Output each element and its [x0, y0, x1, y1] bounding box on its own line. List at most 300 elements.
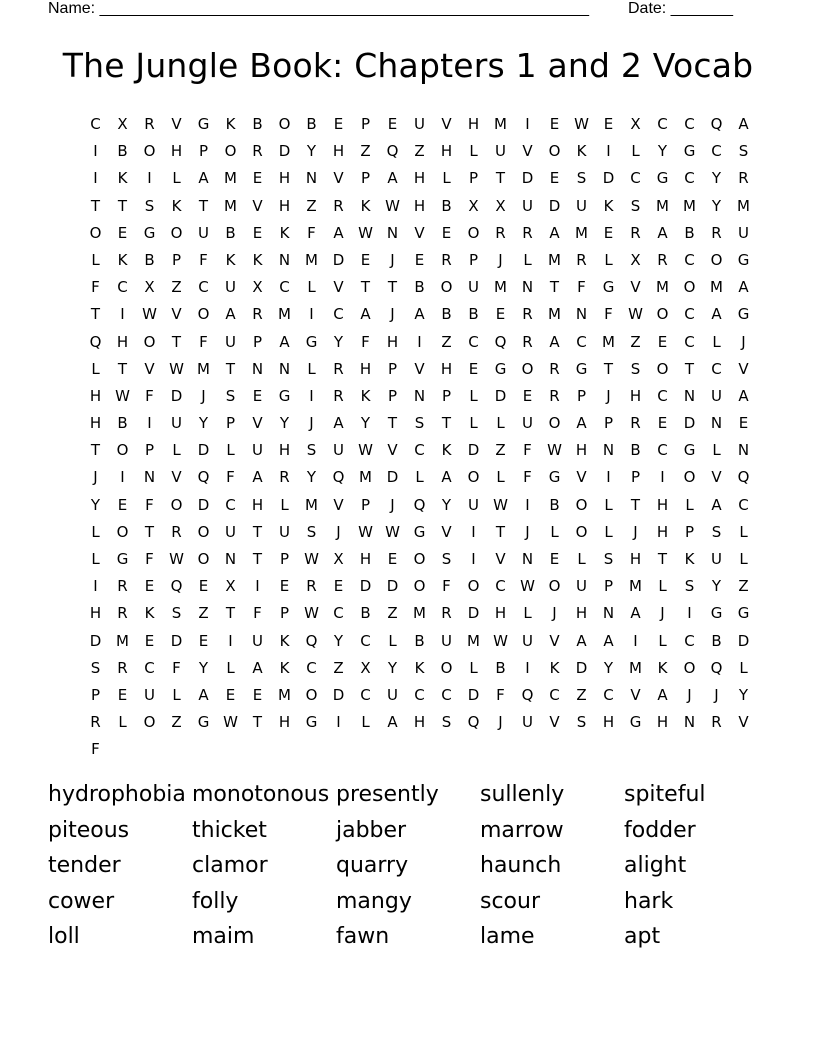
grid-letter[interactable]: I	[606, 142, 611, 161]
grid-letter[interactable]: A	[738, 386, 749, 405]
grid-letter[interactable]: T	[252, 522, 263, 541]
grid-letter[interactable]: B	[225, 223, 236, 242]
grid-letter[interactable]: V	[630, 278, 641, 297]
grid-letter[interactable]: H	[440, 359, 453, 378]
grid-letter[interactable]: A	[360, 305, 371, 324]
grid-letter[interactable]: P	[360, 169, 371, 188]
grid-letter[interactable]: U	[711, 386, 722, 405]
grid-letter[interactable]: W	[142, 305, 157, 324]
grid-letter[interactable]: A	[198, 169, 209, 188]
grid-letter[interactable]: V	[387, 441, 398, 460]
grid-letter[interactable]: O	[278, 115, 291, 133]
grid-letter[interactable]: S	[441, 713, 452, 732]
grid-letter[interactable]: S	[630, 196, 641, 215]
grid-letter[interactable]: I	[525, 115, 530, 133]
grid-letter[interactable]: U	[576, 577, 587, 596]
grid-letter[interactable]: V	[576, 468, 587, 487]
grid-letter[interactable]: L	[172, 169, 181, 188]
grid-letter[interactable]: N	[521, 278, 534, 297]
grid-letter[interactable]: O	[575, 495, 588, 514]
grid-letter[interactable]: C	[684, 305, 695, 324]
grid-letter[interactable]: Y	[333, 332, 344, 351]
grid-letter[interactable]: E	[333, 115, 344, 133]
grid-letter[interactable]: K	[279, 658, 290, 677]
grid-letter[interactable]: I	[525, 495, 530, 514]
grid-letter[interactable]: X	[495, 196, 506, 215]
grid-letter[interactable]: G	[602, 278, 615, 297]
grid-letter[interactable]: D	[467, 604, 480, 623]
grid-letter[interactable]: Q	[89, 332, 102, 351]
grid-letter[interactable]: T	[117, 196, 128, 215]
grid-letter[interactable]: O	[440, 278, 453, 297]
grid-letter[interactable]: P	[387, 359, 398, 378]
grid-letter[interactable]: E	[387, 115, 398, 133]
grid-letter[interactable]: F	[226, 468, 235, 487]
grid-letter[interactable]: R	[117, 658, 128, 677]
grid-letter[interactable]: E	[360, 250, 371, 269]
grid-letter[interactable]: D	[278, 142, 291, 161]
grid-letter[interactable]: I	[309, 305, 314, 324]
grid-letter[interactable]: K	[684, 550, 695, 568]
grid-letter[interactable]: M	[278, 685, 291, 704]
grid-letter[interactable]: N	[143, 468, 156, 487]
grid-letter[interactable]: U	[144, 685, 155, 704]
grid-letter[interactable]: B	[468, 305, 479, 324]
grid-letter[interactable]: P	[684, 522, 695, 541]
grid-letter[interactable]: L	[91, 550, 100, 568]
grid-letter[interactable]: B	[144, 250, 155, 269]
grid-letter[interactable]: I	[336, 713, 341, 732]
grid-letter[interactable]: U	[252, 631, 263, 650]
grid-letter[interactable]: V	[630, 685, 641, 704]
grid-letter[interactable]: M	[683, 196, 696, 215]
grid-letter[interactable]: H	[89, 414, 102, 433]
grid-letter[interactable]: M	[224, 169, 237, 188]
grid-letter[interactable]: C	[333, 604, 344, 623]
grid-letter[interactable]: W	[574, 115, 589, 133]
grid-letter[interactable]: K	[549, 658, 560, 677]
grid-letter[interactable]: F	[442, 577, 451, 596]
grid-letter[interactable]: K	[576, 142, 587, 161]
grid-letter[interactable]: W	[385, 196, 400, 215]
grid-letter[interactable]: L	[469, 386, 478, 405]
grid-letter[interactable]: V	[333, 169, 344, 188]
grid-letter[interactable]: L	[388, 631, 397, 650]
grid-letter[interactable]: H	[413, 196, 426, 215]
grid-letter[interactable]: Z	[495, 441, 506, 460]
grid-letter[interactable]: W	[628, 305, 643, 324]
grid-letter[interactable]: R	[711, 713, 722, 732]
grid-letter[interactable]: G	[629, 713, 642, 732]
grid-letter[interactable]: M	[116, 631, 129, 650]
grid-letter[interactable]: A	[198, 685, 209, 704]
grid-letter[interactable]: J	[390, 495, 395, 514]
grid-letter[interactable]: R	[576, 250, 587, 269]
grid-letter[interactable]: Y	[306, 468, 317, 487]
grid-letter[interactable]: X	[225, 577, 236, 596]
grid-letter[interactable]: G	[683, 142, 696, 161]
grid-letter[interactable]: R	[441, 250, 452, 269]
grid-letter[interactable]: C	[684, 115, 695, 133]
grid-letter[interactable]: F	[604, 305, 613, 324]
grid-letter[interactable]: O	[116, 441, 129, 460]
grid-letter[interactable]: H	[413, 713, 426, 732]
grid-letter[interactable]: T	[360, 278, 371, 297]
grid-letter[interactable]: L	[631, 142, 640, 161]
grid-letter[interactable]: W	[304, 550, 319, 568]
grid-letter[interactable]: E	[603, 223, 614, 242]
grid-letter[interactable]: K	[360, 196, 371, 215]
grid-letter[interactable]: L	[523, 250, 532, 269]
grid-letter[interactable]: E	[657, 414, 668, 433]
grid-letter[interactable]: H	[467, 115, 480, 133]
grid-letter[interactable]: Q	[170, 577, 183, 596]
grid-letter[interactable]: M	[656, 278, 669, 297]
grid-letter[interactable]: C	[657, 115, 668, 133]
grid-letter[interactable]: B	[495, 658, 506, 677]
grid-letter[interactable]: L	[172, 685, 181, 704]
grid-letter[interactable]: T	[225, 604, 236, 623]
grid-letter[interactable]: P	[171, 250, 182, 269]
grid-letter[interactable]: G	[305, 332, 318, 351]
grid-letter[interactable]: S	[630, 359, 641, 378]
grid-letter[interactable]: H	[494, 604, 507, 623]
grid-letter[interactable]: B	[414, 631, 425, 650]
grid-letter[interactable]: N	[521, 550, 534, 568]
grid-letter[interactable]: M	[575, 223, 588, 242]
grid-letter[interactable]: K	[657, 658, 668, 677]
grid-letter[interactable]: E	[198, 577, 209, 596]
grid-letter[interactable]: H	[602, 713, 615, 732]
grid-letter[interactable]: B	[306, 115, 317, 133]
grid-letter[interactable]: E	[198, 631, 209, 650]
grid-letter[interactable]: E	[549, 169, 560, 188]
grid-letter[interactable]: P	[198, 142, 209, 161]
grid-letter[interactable]: E	[117, 495, 128, 514]
grid-letter[interactable]: U	[711, 550, 722, 568]
grid-letter[interactable]: O	[710, 250, 723, 269]
grid-letter[interactable]: N	[710, 414, 723, 433]
grid-letter[interactable]: B	[711, 631, 722, 650]
grid-letter[interactable]: L	[523, 604, 532, 623]
grid-letter[interactable]: H	[440, 142, 453, 161]
grid-letter[interactable]: Q	[710, 115, 723, 133]
grid-letter[interactable]: E	[144, 577, 155, 596]
grid-letter[interactable]: T	[549, 278, 560, 297]
grid-letter[interactable]: A	[738, 278, 749, 297]
grid-letter[interactable]: D	[197, 495, 210, 514]
grid-letter[interactable]: L	[658, 577, 667, 596]
grid-letter[interactable]: H	[359, 550, 372, 568]
grid-letter[interactable]: A	[225, 305, 236, 324]
name-field[interactable]: Name: _______________________________________________________	[48, 0, 589, 17]
grid-letter[interactable]: B	[360, 604, 371, 623]
grid-letter[interactable]: Z	[171, 713, 182, 732]
grid-letter[interactable]: R	[630, 223, 641, 242]
grid-letter[interactable]: Q	[386, 142, 399, 161]
grid-letter[interactable]: R	[630, 414, 641, 433]
grid-letter[interactable]: H	[251, 495, 264, 514]
grid-letter[interactable]: B	[441, 196, 452, 215]
grid-letter[interactable]: U	[171, 414, 182, 433]
grid-letter[interactable]: Q	[494, 332, 507, 351]
grid-letter[interactable]: W	[223, 713, 238, 732]
grid-letter[interactable]: S	[144, 196, 155, 215]
grid-letter[interactable]: M	[602, 332, 615, 351]
grid-letter[interactable]: S	[306, 522, 317, 541]
grid-letter[interactable]: O	[413, 550, 426, 568]
grid-letter[interactable]: T	[117, 359, 128, 378]
grid-letter[interactable]: E	[522, 386, 533, 405]
grid-letter[interactable]: G	[656, 169, 669, 188]
grid-letter[interactable]: Y	[603, 658, 614, 677]
grid-letter[interactable]: G	[737, 305, 750, 324]
grid-letter[interactable]: K	[279, 223, 290, 242]
grid-letter[interactable]: P	[387, 386, 398, 405]
grid-letter[interactable]: L	[685, 495, 694, 514]
grid-letter[interactable]: E	[279, 577, 290, 596]
grid-letter[interactable]: E	[549, 115, 560, 133]
grid-letter[interactable]: R	[711, 223, 722, 242]
grid-letter[interactable]: K	[441, 441, 452, 460]
grid-letter[interactable]: C	[603, 685, 614, 704]
grid-letter[interactable]: X	[630, 115, 641, 133]
grid-letter[interactable]: E	[657, 332, 668, 351]
grid-letter[interactable]: D	[386, 468, 399, 487]
grid-letter[interactable]: T	[90, 441, 101, 460]
grid-letter[interactable]: U	[333, 441, 344, 460]
grid-letter[interactable]: H	[575, 441, 588, 460]
grid-letter[interactable]: R	[441, 604, 452, 623]
grid-letter[interactable]: I	[471, 550, 476, 568]
grid-letter[interactable]: Y	[198, 414, 209, 433]
grid-letter[interactable]: O	[548, 142, 561, 161]
grid-letter[interactable]: U	[522, 713, 533, 732]
grid-letter[interactable]: V	[441, 115, 452, 133]
grid-letter[interactable]: C	[144, 658, 155, 677]
grid-letter[interactable]: G	[548, 468, 561, 487]
grid-letter[interactable]: P	[603, 414, 614, 433]
grid-letter[interactable]: C	[711, 142, 722, 161]
grid-letter[interactable]: N	[278, 250, 291, 269]
grid-letter[interactable]: P	[468, 250, 479, 269]
grid-letter[interactable]: O	[440, 658, 453, 677]
grid-letter[interactable]: L	[712, 332, 721, 351]
grid-letter[interactable]: C	[333, 305, 344, 324]
grid-letter[interactable]: U	[468, 278, 479, 297]
grid-letter[interactable]: A	[279, 332, 290, 351]
grid-letter[interactable]: A	[441, 468, 452, 487]
grid-letter[interactable]: X	[468, 196, 479, 215]
grid-letter[interactable]: L	[604, 495, 613, 514]
grid-letter[interactable]: K	[252, 250, 263, 269]
grid-letter[interactable]: B	[549, 495, 560, 514]
grid-letter[interactable]: B	[441, 305, 452, 324]
grid-letter[interactable]: C	[657, 386, 668, 405]
grid-letter[interactable]: T	[90, 305, 101, 324]
grid-letter[interactable]: G	[737, 604, 750, 623]
grid-letter[interactable]: C	[684, 332, 695, 351]
grid-letter[interactable]: V	[414, 223, 425, 242]
grid-letter[interactable]: E	[387, 550, 398, 568]
grid-letter[interactable]: V	[414, 359, 425, 378]
grid-letter[interactable]: D	[467, 685, 480, 704]
grid-letter[interactable]: H	[170, 142, 183, 161]
grid-letter[interactable]: T	[441, 414, 452, 433]
grid-letter[interactable]: P	[252, 332, 263, 351]
grid-letter[interactable]: N	[602, 604, 615, 623]
grid-letter[interactable]: Z	[738, 577, 749, 596]
grid-letter[interactable]: E	[414, 250, 425, 269]
grid-letter[interactable]: O	[89, 223, 102, 242]
grid-letter[interactable]: T	[387, 414, 398, 433]
grid-letter[interactable]: N	[737, 441, 750, 460]
grid-letter[interactable]: M	[656, 196, 669, 215]
grid-letter[interactable]: Y	[441, 495, 452, 514]
grid-letter[interactable]: J	[336, 522, 341, 541]
grid-letter[interactable]: Z	[360, 142, 371, 161]
grid-letter[interactable]: M	[494, 115, 507, 133]
grid-letter[interactable]: S	[603, 550, 614, 568]
grid-letter[interactable]: R	[171, 522, 182, 541]
grid-letter[interactable]: W	[493, 495, 508, 514]
grid-letter[interactable]: L	[658, 631, 667, 650]
grid-letter[interactable]: Y	[711, 577, 722, 596]
grid-letter[interactable]: F	[199, 250, 208, 269]
grid-letter[interactable]: G	[143, 223, 156, 242]
grid-letter[interactable]: D	[683, 414, 696, 433]
grid-letter[interactable]: L	[91, 359, 100, 378]
grid-letter[interactable]: R	[333, 359, 344, 378]
grid-letter[interactable]: J	[606, 386, 611, 405]
grid-letter[interactable]: M	[305, 250, 318, 269]
grid-letter[interactable]: R	[549, 386, 560, 405]
grid-letter[interactable]: C	[684, 631, 695, 650]
grid-letter[interactable]: H	[278, 196, 291, 215]
grid-letter[interactable]: I	[525, 658, 530, 677]
grid-letter[interactable]: D	[467, 441, 480, 460]
grid-letter[interactable]: C	[711, 359, 722, 378]
grid-letter[interactable]: M	[548, 250, 561, 269]
grid-letter[interactable]: O	[143, 142, 156, 161]
grid-letter[interactable]: T	[90, 196, 101, 215]
grid-letter[interactable]: E	[252, 685, 263, 704]
grid-letter[interactable]: R	[306, 577, 317, 596]
grid-letter[interactable]: W	[358, 441, 373, 460]
grid-letter[interactable]: N	[386, 223, 399, 242]
grid-letter[interactable]: E	[441, 223, 452, 242]
grid-letter[interactable]: O	[467, 577, 480, 596]
grid-letter[interactable]: O	[170, 223, 183, 242]
grid-letter[interactable]: P	[360, 115, 371, 133]
grid-letter[interactable]: D	[332, 685, 345, 704]
grid-letter[interactable]: K	[144, 604, 155, 623]
date-field[interactable]: Date: _______	[628, 0, 733, 17]
grid-letter[interactable]: P	[603, 577, 614, 596]
grid-letter[interactable]: B	[117, 142, 128, 161]
grid-letter[interactable]: O	[548, 577, 561, 596]
grid-letter[interactable]: I	[228, 631, 233, 650]
grid-letter[interactable]: I	[255, 577, 260, 596]
grid-letter[interactable]: C	[90, 115, 101, 133]
grid-letter[interactable]: A	[657, 223, 668, 242]
grid-letter[interactable]: W	[169, 359, 184, 378]
grid-letter[interactable]: C	[306, 658, 317, 677]
grid-letter[interactable]: V	[549, 713, 560, 732]
grid-letter[interactable]: O	[224, 142, 237, 161]
grid-letter[interactable]: M	[359, 468, 372, 487]
grid-letter[interactable]: K	[414, 658, 425, 677]
grid-letter[interactable]: Y	[279, 414, 290, 433]
grid-letter[interactable]: S	[306, 441, 317, 460]
grid-letter[interactable]: H	[89, 604, 102, 623]
grid-letter[interactable]: D	[521, 169, 534, 188]
grid-letter[interactable]: G	[305, 713, 318, 732]
grid-letter[interactable]: Y	[198, 658, 209, 677]
grid-letter[interactable]: V	[171, 115, 182, 133]
grid-letter[interactable]: D	[170, 386, 183, 405]
grid-letter[interactable]: Z	[333, 658, 344, 677]
grid-letter[interactable]: U	[468, 495, 479, 514]
grid-letter[interactable]: W	[493, 631, 508, 650]
grid-letter[interactable]: X	[252, 278, 263, 297]
grid-letter[interactable]: B	[630, 441, 641, 460]
grid-letter[interactable]: J	[633, 522, 638, 541]
grid-letter[interactable]: C	[441, 685, 452, 704]
grid-letter[interactable]: I	[93, 142, 98, 161]
grid-letter[interactable]: E	[252, 386, 263, 405]
grid-letter[interactable]: Z	[306, 196, 317, 215]
grid-letter[interactable]: I	[147, 169, 152, 188]
grid-letter[interactable]: E	[495, 305, 506, 324]
grid-letter[interactable]: F	[145, 550, 154, 568]
grid-letter[interactable]: H	[332, 142, 345, 161]
grid-letter[interactable]: L	[469, 414, 478, 433]
grid-letter[interactable]: E	[117, 223, 128, 242]
grid-letter[interactable]: M	[197, 359, 210, 378]
grid-letter[interactable]: V	[441, 522, 452, 541]
grid-letter[interactable]: V	[711, 468, 722, 487]
grid-letter[interactable]: R	[117, 577, 128, 596]
grid-letter[interactable]: P	[630, 468, 641, 487]
grid-letter[interactable]: C	[279, 278, 290, 297]
grid-letter[interactable]: A	[711, 495, 722, 514]
grid-letter[interactable]: S	[576, 713, 587, 732]
grid-letter[interactable]: Y	[90, 495, 101, 514]
grid-letter[interactable]: M	[548, 305, 561, 324]
grid-letter[interactable]: S	[711, 522, 722, 541]
grid-letter[interactable]: V	[738, 713, 749, 732]
grid-letter[interactable]: J	[552, 604, 557, 623]
grid-letter[interactable]: D	[602, 169, 615, 188]
grid-letter[interactable]: G	[116, 550, 129, 568]
grid-letter[interactable]: V	[333, 495, 344, 514]
grid-letter[interactable]: N	[224, 550, 237, 568]
grid-letter[interactable]: F	[91, 740, 100, 759]
grid-letter[interactable]: M	[413, 604, 426, 623]
grid-letter[interactable]: O	[683, 278, 696, 297]
grid-letter[interactable]: O	[197, 550, 210, 568]
grid-letter[interactable]: Q	[413, 495, 426, 514]
grid-letter[interactable]: B	[414, 278, 425, 297]
grid-letter[interactable]: E	[252, 223, 263, 242]
grid-letter[interactable]: V	[252, 414, 263, 433]
grid-letter[interactable]: T	[603, 359, 614, 378]
grid-letter[interactable]: R	[738, 169, 749, 188]
grid-letter[interactable]: R	[495, 223, 506, 242]
grid-letter[interactable]: E	[549, 550, 560, 568]
grid-letter[interactable]: Q	[521, 685, 534, 704]
